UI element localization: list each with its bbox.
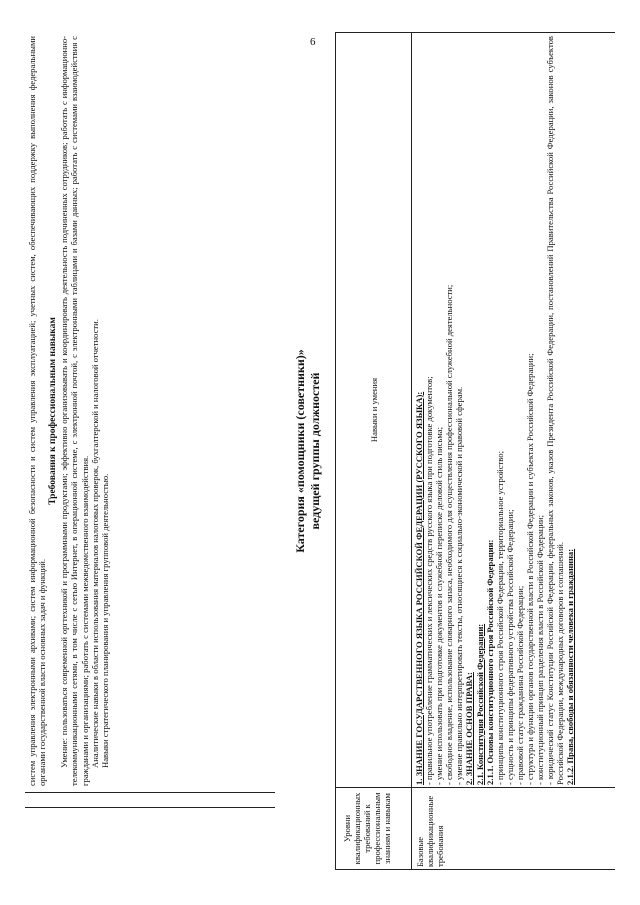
skills-content-cell bbox=[414, 36, 576, 785]
section-2-1-2-title: 2.1.2. Права, свободы и обязанности человека и гражданина: bbox=[565, 548, 576, 785]
header-skills-cell: Навыки и умения bbox=[369, 377, 379, 443]
header-levels-cell: Уровни квалификационных требований к профессиональным знаниям и навыкам bbox=[336, 787, 412, 869]
rotated-page-content bbox=[25, 10, 615, 870]
category-title bbox=[293, 32, 323, 870]
list-item: - умение правильно интерпретировать тексты, относящиеся к социально-экономической и правовой сферам. bbox=[454, 386, 465, 785]
list-item: - принципы конституционного строя Российской Федерации, территориальное устройство; bbox=[494, 451, 505, 785]
section-1-title: 1. ЗНАНИЕ ГОСУДАРСТВЕННОГО ЯЗЫКА РОССИЙСКОЙ ФЕДЕРАЦИИ (РУССКОГО ЯЗЫКА): bbox=[414, 391, 424, 785]
page-number: 6 bbox=[310, 36, 316, 48]
upper-paragraph-4: Навыки стратегического планирования и управления групповой деятельностью. bbox=[100, 473, 111, 768]
list-item: - умение использовать при подготовке документов и служебной переписке деловой стиль письма; bbox=[434, 427, 445, 785]
table-header-row bbox=[336, 33, 412, 869]
upper-narrow-column bbox=[25, 792, 275, 808]
upper-paragraph-2: Умение: пользоваться современной оргтехникой и программными продуктами; эффективно организовывать и координировать деятельность подчиненных сотрудников; работать с информационно-телекоммуникационными сетями, в том числе с сетью Интернет, в операционной системе, с электронной почтой, с электронными таблицами и базами данных; работать с системами взаимодействия с гражданами и организациями; работать с системами межведомственного взаимодействия. bbox=[58, 36, 90, 786]
upper-empty-column bbox=[25, 807, 275, 870]
upper-table-fragment bbox=[25, 32, 275, 870]
upper-text-cell bbox=[27, 36, 111, 786]
list-item: - свободное владение, использование словарного запаса, необходимого для осуществления профессиональной служебной деятельности; bbox=[444, 284, 455, 785]
list-item: - конституционный принцип разделения власти в Российской Федерации; bbox=[535, 515, 546, 785]
upper-paragraph-1: систем управления электронными архивами; систем информационной безопасности и систем управления эксплуатацией; учетных систем, обеспечивающих поддержку выполнения федеральными органами государственной власти основных задач и функций. bbox=[27, 36, 48, 786]
category-title-line-2: ведущей группы должностей bbox=[308, 372, 322, 530]
upper-paragraph-3: Аналитические навыки в области использования материалов налоговых проверок, бухгалтерской и налоговой отчетности. bbox=[90, 319, 101, 768]
basic-requirements-cell: Базовые квалификационные требования bbox=[412, 787, 615, 869]
skills-heading: Требования к профессиональным навыкам bbox=[47, 317, 58, 505]
list-item: - структура и функции органов государственной власти в Российской Федерации и субъектах Российской Федерации; bbox=[525, 353, 536, 785]
requirements-table bbox=[335, 32, 615, 870]
list-item: - сущность и принципы федеративного устройства Российской Федерации; bbox=[504, 509, 515, 785]
category-title-line-1: Категория «помощники (советники)» bbox=[293, 349, 307, 553]
list-item: - правильное употребление грамматических и лексических средств русского языка при подготовке документов; bbox=[424, 376, 435, 785]
list-item: - юридический статус Конституции Российской Федерации, федеральных законов, указов Президента Российской Федерации, постановлений Правительства Российской Федерации, законов субъектов Российской Федерации, международных договоров и соглашений. bbox=[545, 36, 566, 785]
list-item: - правовой статус гражданина Российской Федерации; bbox=[514, 585, 525, 785]
section-2-1-1-title: 2.1.1. Основы конституционного строя Российской Федерации: bbox=[484, 539, 495, 785]
section-2-title: 2. ЗНАНИЕ ОСНОВ ПРАВА: bbox=[464, 672, 475, 785]
section-2-1-title: 2.1. Конституция Российской Федерации: bbox=[474, 623, 485, 785]
